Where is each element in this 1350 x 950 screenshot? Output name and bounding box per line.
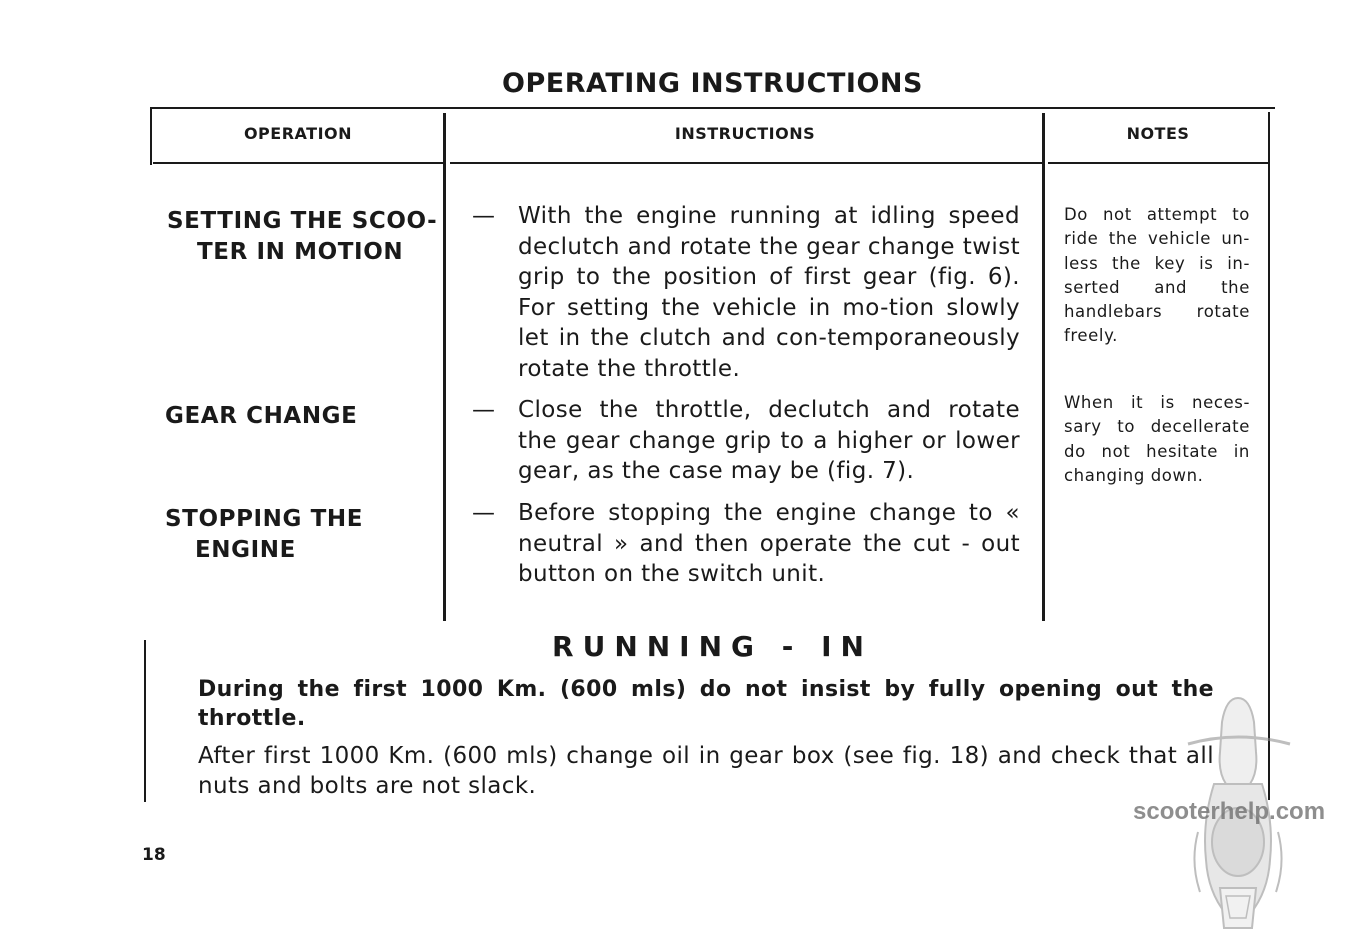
dash-bullet: — bbox=[472, 397, 496, 423]
running-in-warning: During the first 1000 Km. (600 mls) do not insist by fully opening out the throttle. bbox=[198, 677, 1214, 731]
operation-gear-change bbox=[165, 401, 357, 432]
header-underline-operation bbox=[153, 162, 443, 164]
header-instructions: INSTRUCTIONS bbox=[674, 124, 816, 143]
operation-line: GEAR CHANGE bbox=[165, 403, 358, 429]
watermark-text: scooterhelp.com bbox=[1133, 798, 1326, 825]
header-operation: OPERATION bbox=[243, 124, 353, 143]
dash-bullet: — bbox=[472, 203, 496, 229]
instruction-text: Close the throttle, declutch and rotate the gear change grip to a higher or lower gear, as the case may be (fig. 7). bbox=[518, 397, 1020, 484]
operation-line: ENGINE bbox=[195, 537, 296, 563]
header-notes: NOTES bbox=[1126, 124, 1190, 143]
instruction-text: With the engine running at idling speed declutch and rotate the gear change twist grip to the position of first gear (fig. 6). For setting the vehicle in mo-tion slowly let in the clutch and con-temporaneously rotate the throttle. bbox=[518, 203, 1020, 382]
instruction-gear-change bbox=[472, 395, 1020, 487]
operation-stopping-engine bbox=[165, 504, 363, 566]
operation-line: TER IN MOTION bbox=[197, 239, 404, 265]
operation-line: SETTING THE SCOO- bbox=[167, 208, 438, 234]
top-rule bbox=[150, 107, 1275, 109]
instruction-setting-in-motion bbox=[472, 201, 1020, 384]
operation-setting-in-motion bbox=[167, 206, 437, 268]
column-divider-instructions bbox=[1042, 113, 1045, 621]
header-underline-notes bbox=[1048, 162, 1268, 164]
note-decelerate: When it is neces-sary to decellerate do not hesitate in changing down. bbox=[1064, 393, 1250, 485]
dash-bullet: — bbox=[472, 500, 496, 526]
left-margin-rule bbox=[144, 640, 146, 802]
instruction-stopping-engine bbox=[472, 498, 1020, 590]
running-in-maintenance: After first 1000 Km. (600 mls) change oil in gear box (see fig. 18) and check that all nuts and bolts are not slack. bbox=[198, 743, 1214, 799]
column-divider-operation bbox=[443, 113, 446, 621]
running-in-title: RUNNING - IN bbox=[552, 630, 873, 663]
page-number: 18 bbox=[142, 845, 166, 865]
operation-line: STOPPING THE bbox=[165, 506, 364, 532]
header-underline-instructions bbox=[450, 162, 1043, 164]
page-title: OPERATING INSTRUCTIONS bbox=[502, 68, 923, 99]
note-key-inserted: Do not attempt to ride the vehicle un-less the key is in-serted and the handlebars rotate freely. bbox=[1064, 205, 1250, 346]
instruction-text: Before stopping the engine change to « neutral » and then operate the cut - out button on the switch unit. bbox=[518, 500, 1020, 587]
